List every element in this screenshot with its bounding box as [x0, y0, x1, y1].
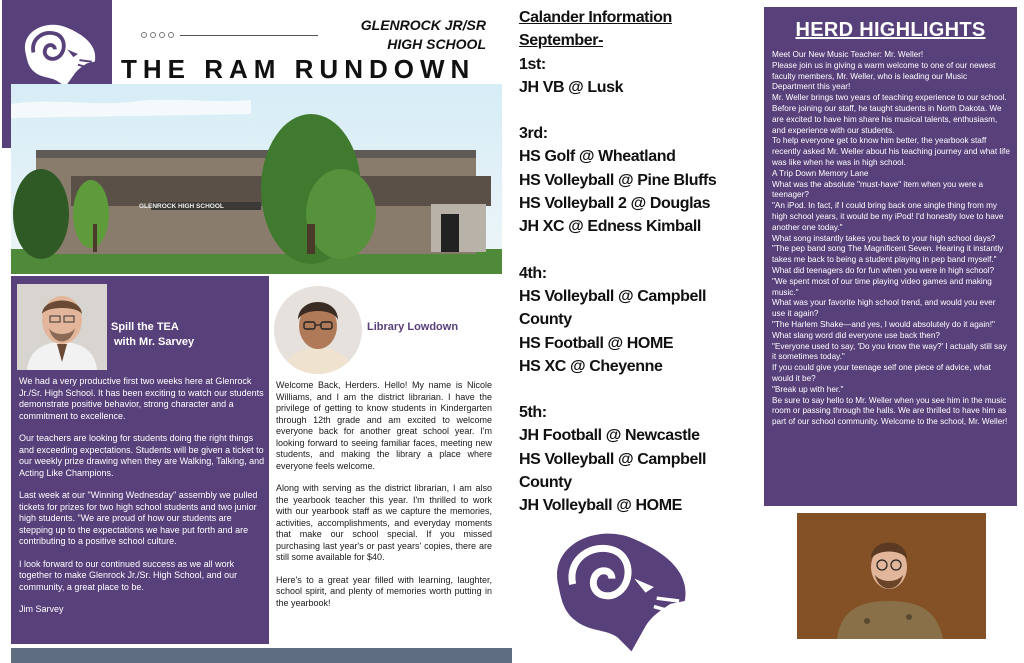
library-paragraph: Along with serving as the district librarian, I am also the yearbook teacher this year. I'm thrilled to work with our yearbook staff as we capture the memories, activities, accomplishments, and everyday moments that make our school special. If you missed purchasing last year's or past years' copies, there are still some available for $40. — [276, 483, 492, 562]
calendar-day: 3rd: — [519, 125, 548, 143]
herd-highlights-panel — [764, 7, 1017, 506]
decorative-line — [180, 35, 318, 36]
calendar-event: HS Football @ HOME — [519, 334, 674, 352]
principal-portrait — [17, 284, 107, 370]
library-paragraph: Welcome Back, Herders. Hello! My name is Nicole Williams, and I am the district librarian. I have the privilege of getting to know students in Kindergarten through 12th grade and am excited to welcome everyone back for another great school year. I'm looking forward to seeing familiar faces, meeting new students, and making the library a place where everyone feels welcome. — [276, 380, 492, 471]
newsletter-title: THE RAM RUNDOWN — [121, 54, 476, 84]
herd-line: What slang word did everyone use back then? — [772, 330, 940, 340]
herd-line: "The Harlem Shake—and yes, I would absolutely do it again!" — [772, 319, 995, 329]
calendar-event: HS Volleyball 2 @ Douglas — [519, 195, 711, 213]
herd-line: Be sure to say hello to Mr. Weller when you see him in the music room or passing through the halls. We are thrilled to have him as part of our school community. Welcome to the school, Mr. Weller! — [772, 395, 1008, 427]
calendar-day: 4th: — [519, 264, 547, 282]
herd-line: To help everyone get to know him better, the yearbook staff recently asked Mr. Weller about his teaching journey and what life was like when he was in high school. — [772, 136, 1010, 167]
ram-head-icon — [520, 517, 715, 657]
herd-line: What was the absolute "must-have" item when you were a teenager? — [772, 179, 984, 200]
herd-line: What song instantly takes you back to your high school days? — [772, 233, 996, 243]
tea-heading — [111, 320, 261, 350]
tea-signature: Jim Sarvey — [19, 604, 64, 614]
ram-head-icon — [12, 14, 104, 94]
tea-paragraph: Our teachers are looking for students doing the right things and exceeding expectations. Students will be given a ticket to our weekly prize drawing when they are Walking, Talking, and Acting Like Champions. — [19, 433, 265, 478]
calendar-event: HS Volleyball @ Campbell County — [519, 450, 707, 492]
library-paragraph: Here's to a great year filled with learning, laughter, school spirit, and plenty of memories worth putting in the yearbook! — [276, 574, 492, 608]
calendar-day: 1st: — [519, 55, 546, 73]
calendar-month: September- — [519, 32, 604, 50]
tea-paragraph: I look forward to our continued success as we all work together to make Glenrock Jr./Sr. High School, and our community, a great place to be. — [19, 558, 238, 592]
tea-article — [19, 376, 265, 627]
music-teacher-photo — [797, 513, 986, 639]
herd-line: "Break up with her." — [772, 384, 844, 394]
herd-line: What was your favorite high school trend, and would you ever use it again? — [772, 298, 996, 319]
herd-line: "The pep band song The Magnificent Seven. Hearing it instantly takes me back to being a student playing in pep band myself." — [772, 244, 1004, 265]
herd-line: "An iPod. In fact, if I could bring back one single thing from my high school years, it would be my iPod! I'd honestly love to have another one today." — [772, 201, 1004, 232]
building-sign: GLENROCK HIGH SCHOOL — [139, 203, 224, 210]
tea-heading-line2: with Mr. Sarvey — [114, 336, 195, 348]
herd-heading: HERD HIGHLIGHTS — [795, 19, 986, 41]
herd-article — [772, 50, 1010, 428]
calendar-event: JH VB @ Lusk — [519, 78, 624, 96]
ram-mascot-logo — [520, 517, 715, 662]
herd-line: Please join us in giving a warm welcome to one of our newest faculty members, Mr. Weller, who is leading our Music Department this year! — [772, 60, 996, 92]
footer-bar — [11, 648, 512, 663]
herd-line: Mr. Weller brings two years of teaching experience to our school. Before joining our staff, he taught students in North Dakota. We are excited to have him share his musical talents, enthusiasm, and experience with our students. — [772, 93, 1007, 135]
calendar-day: 5th: — [519, 404, 547, 422]
library-heading: Library Lowdown — [367, 321, 459, 333]
school-name — [320, 16, 486, 54]
tea-paragraph: We had a very productive first two weeks here at Glenrock Jr./Sr. High School. It has been exciting to watch our students demonstrate positive behavior, strong character and a commitment to excellence. — [19, 376, 264, 421]
tea-paragraph: Last week at our "Winning Wednesday" assembly we pulled tickets for prizes for two high school students and two junior high students. "We are proud of how our students are stepping up to the expectations we have put forth and are contributing to a positive school culture. — [19, 490, 258, 546]
calendar-event: JH Football @ Newcastle — [519, 427, 700, 445]
calendar-event: HS Volleyball @ Pine Bluffs — [519, 171, 717, 189]
herd-line: "We spent most of our time playing video games and making music." — [772, 276, 992, 297]
calendar-event: JH XC @ Edness Kimball — [519, 218, 701, 236]
school-name-line1: GLENROCK JR/SR — [360, 17, 486, 33]
calendar-event: HS Golf @ Wheatland — [519, 148, 676, 166]
library-article — [276, 380, 492, 620]
herd-line: If you could give your teenage self one piece of advice, what would it be? — [772, 363, 991, 383]
calendar-event: HS XC @ Cheyenne — [519, 357, 663, 375]
calendar-event: HS Volleyball @ Campbell County — [519, 287, 707, 329]
school-name-line2: HIGH SCHOOL — [387, 36, 486, 52]
school-building-photo — [11, 84, 502, 274]
herd-line: What did teenagers do for fun when you were in high school? — [772, 265, 995, 275]
herd-line: "Everyone used to say, 'Do you know the way?' I actually still say it sometimes today." — [772, 341, 1007, 362]
calendar-title: Calander Information — [519, 9, 672, 26]
spill-the-tea-panel — [11, 276, 269, 644]
librarian-portrait — [274, 286, 362, 374]
calendar-event: JH Volleyball @ HOME — [519, 497, 682, 515]
herd-line: A Trip Down Memory Lane — [772, 168, 869, 178]
calendar-section — [519, 6, 759, 518]
herd-line: Meet Our New Music Teacher: Mr. Weller! — [772, 50, 924, 59]
tea-heading-line1: Spill the TEA — [111, 321, 179, 333]
decorative-dots — [141, 32, 174, 38]
